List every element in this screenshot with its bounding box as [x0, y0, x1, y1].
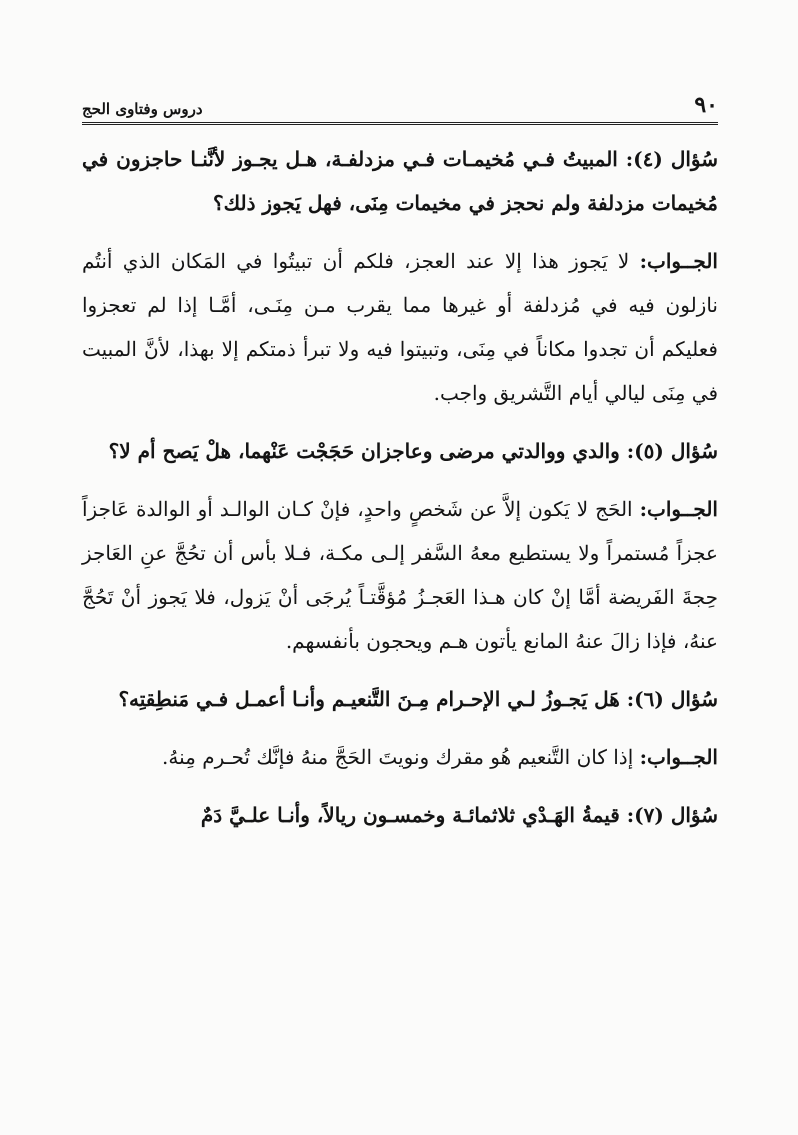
page-header — [82, 88, 718, 125]
question-label: سُؤال (٥): — [626, 439, 718, 463]
question-paragraph — [82, 677, 718, 721]
question-text: هَل يَجـوزُ لـي الإحـرام مِـنَ التَّنعيـم وأنـا أعمـل فـي مَنطِقتِه؟ — [118, 687, 627, 711]
question-label: سُؤال (٤): — [625, 147, 718, 171]
answer-text: لا يَجوز هذا إلا عند العجز، فلكم أن تبيتُوا في المَكان الذي أنتُم نازلون فيه في مُزدلفة أو غيرها مما يقرب مـن مِنَـى، أمَّـا إذا لم تعجزوا فعليكم أن تجدوا مكاناً في مِنَى، وتبيتوا فيه ولا تبرأ ذمتكم إلا بهذا، لأنَّ المبيت في مِنَى ليالي أيام التَّشريق واجب. — [82, 249, 718, 405]
answer-label: الجــواب: — [639, 745, 718, 769]
answer-paragraph — [82, 487, 718, 663]
answer-paragraph — [82, 735, 718, 779]
page-number: ٩٠ — [694, 92, 718, 118]
question-text: قيمةُ الهَـدْي ثلاثمائـة وخمسـون ريالاً، وأنـا علـيَّ دَمٌ — [200, 803, 627, 827]
answer-text: الحَج لا يَكون إلاَّ عن شَخصٍ واحدٍ، فإنْ كـان الوالـد أو الوالدة عَاجزاً عجزاً مُستمراً ولا يستطيع معهُ السَّفر إلـى مكـة، فـلا بأس أن تحُجَّ عنِ العَاجز حِجةَ الفَريضة أمَّا إنْ كان هـذا العَجـزُ مُؤقَّتـاً يُرجَى أنْ يَزول، فلا يَجوز أنْ تَحُجَّ عنهُ، فإذا زالَ عنهُ المانع يأتون هـم ويحجون بأنفسهم. — [82, 497, 718, 653]
question-text: والدي ووالدتي مرضى وعاجزان حَجَجْت عَنْهما، هلْ يَصح أم لا؟ — [108, 439, 627, 463]
question-label: سُؤال (٦): — [626, 687, 718, 711]
answer-paragraph — [82, 239, 718, 415]
book-title: دروس وفتاوى الحج — [82, 100, 203, 118]
page-body — [82, 137, 718, 837]
answer-label: الجــواب: — [639, 249, 718, 273]
question-text: المبيتُ فـي مُخيمـات فـي مزدلفـة، هـل يجـوز لأنَّنـا حاجزون في مُخيمات مزدلفة ولم نحجز في مخيمات مِنَى، فهل يَجوز ذلك؟ — [82, 147, 718, 215]
answer-text: إذا كان التَّنعيم هُو مقرك ونويتَ الحَجَّ منهُ فإنَّك تُحـرم مِنهُ. — [162, 745, 640, 769]
question-paragraph — [82, 793, 718, 837]
question-paragraph — [82, 137, 718, 225]
question-paragraph — [82, 429, 718, 473]
answer-label: الجــواب: — [639, 497, 718, 521]
book-page — [82, 88, 718, 851]
question-label: سُؤال (٧): — [626, 803, 718, 827]
